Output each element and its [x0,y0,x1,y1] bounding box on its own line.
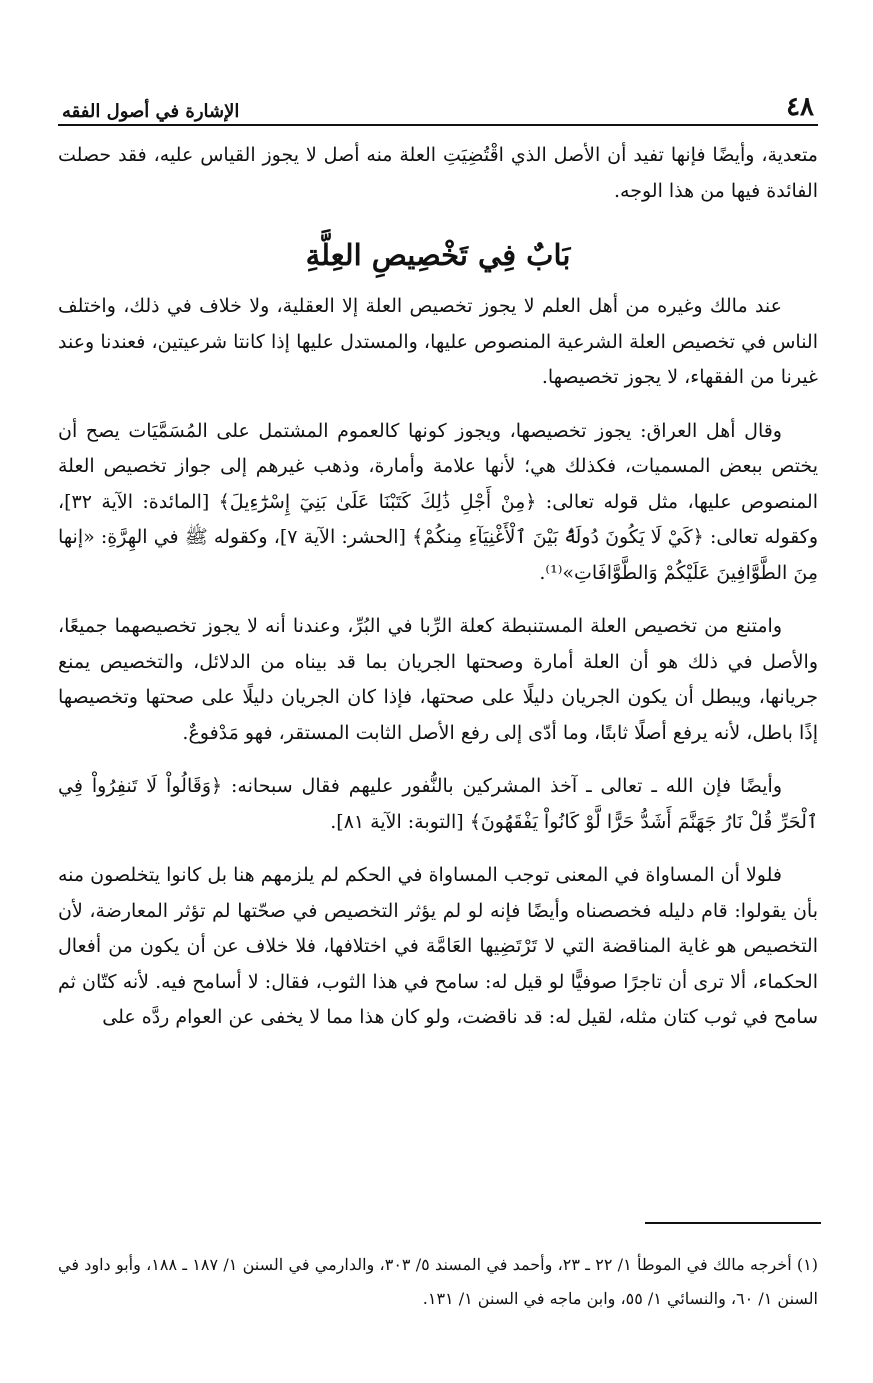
paragraph-quran-verse: وأيضًا فإن الله ـ تعالى ـ آخذ المشركين بالنُّفور عليهم فقال سبحانه: ﴿وَقَالُواْ لَا تَنفِرُواْ فِي ٱلْحَرِّ قُلْ نَارُ جَهَنَّمَ أَشَدُّ حَرًّا لَّوْ كَانُواْ يَفْقَهُونَ﴾ [التوبة: الآية ٨١]. [58,775,818,833]
page-header [58,78,818,126]
footnote-divider [645,1222,821,1224]
paragraph-malik-view: عند مالك وغيره من أهل العلم لا يجوز تخصيص العلة إلا العقلية، ولا خلاف في ذلك، واختلف الناس في تخصيص العلة الشرعية المنصوص عليها، والمستدل عليها إذا كانتا شرعيتين، فعندنا وعند غيرنا من الفقهاء، لا يجوز تخصيصها. [58,295,818,388]
book-page [58,78,818,1036]
paragraph-iraq-view: وقال أهل العراق: يجوز تخصيصها، ويجوز كونها كالعموم المشتمل على المُسَمَّيَات يصح أن يختص ببعض المسميات، فكذلك هي؛ لأنها علامة وأمارة، وذهب غيرهم إلى جواز تخصيص العلة المنصوص عليها، مثل قوله تعالى: ﴿مِنْ أَجْلِ ذَٰلِكَ كَتَبْنَا عَلَىٰ بَنِيٓ إِسْرَٰٓءِيلَ﴾ [المائدة: الآية ٣٢]، وكقوله تعالى: ﴿كَيْ لَا يَكُونَ دُولَةًۢ بَيْنَ ٱلْأَغْنِيَآءِ مِنكُمْ﴾ [الحشر: الآية ٧]، وكقوله ﷺ في الهِرَّةِ: «إنها مِنَ الطَّوَّافِينَ عَلَيْكُمْ وَالطَّوَّافَاتِ»⁽¹⁾. [58,419,819,584]
paragraph-istinbat: وامتنع من تخصيص العلة المستنبطة كعلة الرِّبا في البُرِّ، وعندنا أنه لا يجوز تخصيصهما جميعًا، والأصل في ذلك هو أن العلة أمارة وصحتها الجريان بما قد بيناه من الدلائل، والتخصيص يمنع جريانها، ويبطل أن يكون الجريان دليلًا على صحتها، فإذا كان الجريان دليلًا على صحتها وتخصيصها إذًا باطل، لأنه يرفع أصلًا ثابتًا، وما أدّى إلى رفع الأصل الثابت المستقر، فهو مَدْفوعٌ. [58,615,818,744]
footnote: (١) أخرجه مالك في الموطأ ١/ ٢٢ ـ ٢٣، وأحمد في المسند ٥/ ٣٠٣، والدارمي في السنن ١/ ١٨٧ ـ ١٨٨، وأبو داود في السنن ١/ ٦٠، والنسائي ١/ ٥٥، وابن ماجه في السنن ١/ ١٣١. [58,1255,818,1308]
page-number: ٤٨ [786,92,814,122]
page-body [58,138,818,1036]
paragraph-musawat: فلولا أن المساواة في المعنى توجب المساواة في الحكم لم يلزمهم هنا بل كانوا يتخلصون منه بأن يقولوا: قام دليله فخصصناه وأيضًا فإنه لو لم يؤثر التخصيص في صحّتها لم تؤثر المعارضة، لأن التخصيص هو غاية المناقضة التي لا تَرْتَضِيها العَامَّة في اختلافها، فلا خلاف عن أن يكون من أفعال الحكماء، ألا ترى أن تاجرًا صوفيًّا لو قيل له: سامح في هذا الثوب، فقال: لا أسامح فيه. لأنه كتّان ثم سامح في ثوب كتان مثله، لقيل له: قد ناقضت، ولو كان هذا مما لا يخفى عن العوام ردَّه على [58,864,818,1028]
chapter-title: بَابٌ فِي تَخْصِيصِ العِلَّةِ [305,238,571,272]
running-title: الإشارة في أصول الفقه [62,101,240,122]
paragraph-continuation: متعدية، وأيضًا فإنها تفيد أن الأصل الذي اقْتُضِيَتِ العلة منه أصل لا يجوز القياس عليه، فقد حصلت الفائدة فيها من هذا الوجه. [58,144,818,202]
